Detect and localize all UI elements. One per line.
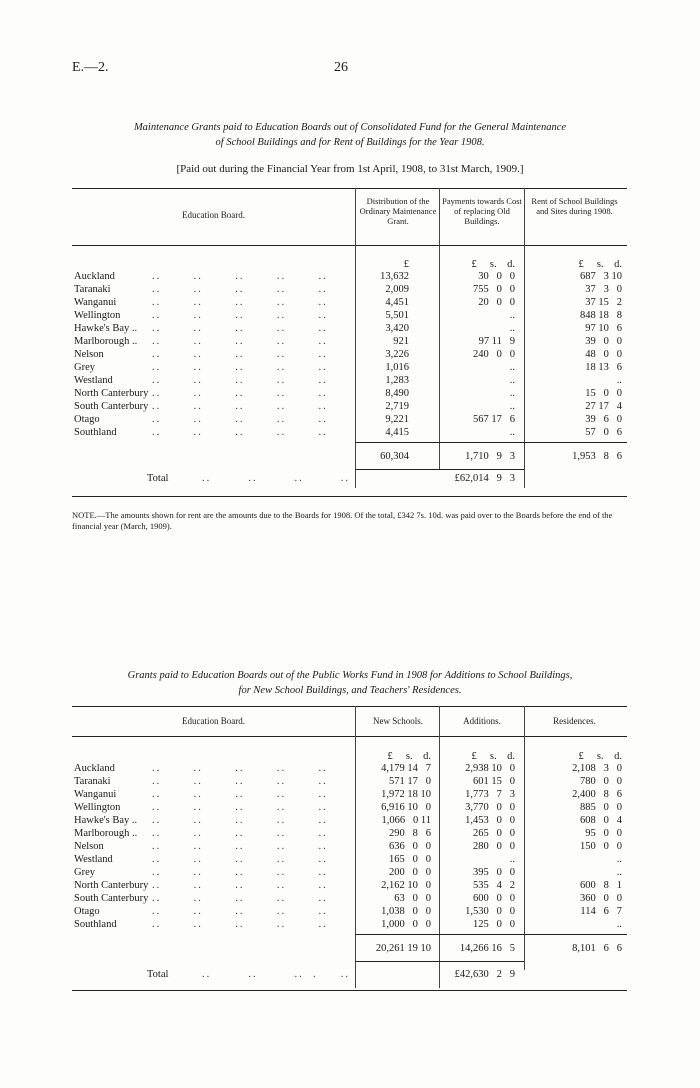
grant-cell: 3,420	[385, 323, 409, 334]
board-name: Auckland	[74, 271, 115, 282]
table2-title	[70, 668, 630, 698]
table1-col-payments: Payments towards Cost of replacing Old Buildings.	[442, 196, 522, 226]
dot-leader: .. .. .. .. ..	[152, 893, 328, 904]
new-schools-cell: 571 17 0	[389, 776, 431, 787]
table-row	[72, 426, 627, 439]
rent-cell: 57 0 6	[585, 427, 622, 438]
new-schools-cell: 1,066 0 11	[381, 815, 431, 826]
board-name: Nelson	[74, 349, 104, 360]
page-number: 26	[334, 60, 348, 75]
additions-cell: 265 0 0	[473, 828, 515, 839]
table1	[72, 188, 627, 508]
board-name: Otago	[74, 906, 100, 917]
table1-subtotal-payments: 1,710 9 3	[465, 451, 515, 462]
table2-col-new: New Schools.	[373, 716, 423, 726]
table-row	[72, 322, 627, 335]
residences-cell: 885 0 0	[580, 802, 622, 813]
payments-cell: ..	[509, 388, 515, 399]
dot-leader: .. .. .. .. ..	[152, 828, 328, 839]
dot-leader: .. .. .. .. ..	[152, 362, 328, 373]
dot-leader: .. .. .. .. ..	[152, 906, 328, 917]
dot-leader: .. .. .. .. ..	[152, 867, 328, 878]
grant-cell: 13,632	[380, 271, 409, 282]
board-name: Grey	[74, 362, 95, 373]
table-row	[72, 348, 627, 361]
table2-subtotal-additions: 14,266 16 5	[459, 943, 515, 954]
board-name: Southland	[74, 919, 117, 930]
payments-cell: 240 0 0	[473, 349, 515, 360]
additions-cell: 3,770 0 0	[465, 802, 515, 813]
additions-cell: 395 0 0	[473, 867, 515, 878]
table-row	[72, 309, 627, 322]
board-name: Westland	[74, 375, 113, 386]
payments-cell: ..	[509, 427, 515, 438]
grant-cell: 2,719	[385, 401, 409, 412]
payments-cell: 567 17 6	[473, 414, 515, 425]
board-name: Wanganui	[74, 297, 117, 308]
board-name: North Canterbury	[74, 880, 149, 891]
table1-col-board: Education Board.	[182, 210, 245, 220]
board-name: Taranaki	[74, 776, 111, 787]
table2-subtotal-row	[72, 942, 627, 955]
board-name: Wanganui	[74, 789, 117, 800]
dot-leader: .. .. .. .. ..	[152, 349, 328, 360]
board-name: Nelson	[74, 841, 104, 852]
additions-cell: 535 4 2	[473, 880, 515, 891]
table-row	[72, 853, 627, 866]
new-schools-cell: 6,916 10 0	[381, 802, 431, 813]
rent-cell: 37 3 0	[585, 284, 622, 295]
additions-cell: 280 0 0	[473, 841, 515, 852]
grant-cell: 921	[393, 336, 409, 347]
dot-leader: .. .. .. .. ..	[152, 336, 328, 347]
new-schools-cell: 1,038 0 0	[381, 906, 431, 917]
residences-cell: 150 0 0	[580, 841, 622, 852]
table-row	[72, 296, 627, 309]
additions-cell: 1,453 0 0	[465, 815, 515, 826]
dot-leader: .. .. .. .. ..	[152, 854, 328, 865]
new-schools-cell: 636 0 0	[389, 841, 431, 852]
table2-total-row	[72, 968, 627, 981]
table1-total-row	[72, 472, 627, 485]
dot-leader: .. .. .. .. ..	[152, 284, 328, 295]
dot-leader: .. .. .. .. ..	[152, 789, 328, 800]
additions-cell: 600 0 0	[473, 893, 515, 904]
new-schools-cell: 2,162 10 0	[381, 880, 431, 891]
residences-cell: 2,400 8 6	[572, 789, 622, 800]
grant-cell: 3,226	[385, 349, 409, 360]
table1-subtotal-grant: 60,304	[380, 451, 409, 462]
table-row	[72, 840, 627, 853]
table1-units-payments: £ s. d.	[471, 259, 515, 270]
additions-cell: 125 0 0	[473, 919, 515, 930]
grant-cell: 9,221	[385, 414, 409, 425]
board-name: Otago	[74, 414, 100, 425]
table1-total-value: £62,014 9 3	[454, 473, 515, 484]
table-row	[72, 361, 627, 374]
grant-cell: 1,283	[385, 375, 409, 386]
dot-leader: .. .. .. .. ..	[152, 841, 328, 852]
board-name: Marlborough ..	[74, 828, 138, 839]
rent-cell: 15 0 0	[585, 388, 622, 399]
dot-leader: .. .. .. .. ..	[152, 776, 328, 787]
table-row	[72, 918, 627, 931]
table-row	[72, 335, 627, 348]
rent-cell: 848 18 8	[580, 310, 622, 321]
residences-cell: 608 0 4	[580, 815, 622, 826]
table-row	[72, 801, 627, 814]
table-row	[72, 827, 627, 840]
dot-leader: .. .. .. .. ..	[152, 323, 328, 334]
rent-cell: 39 0 0	[585, 336, 622, 347]
table1-title-line2: of School Buildings and for Rent of Buildings for the Year 1908.	[215, 137, 485, 148]
board-name: Wellington	[74, 802, 121, 813]
table-row	[72, 270, 627, 283]
table1-subtitle: [Paid out during the Financial Year from 1st April, 1908, to 31st March, 1909.]	[176, 163, 524, 175]
residences-cell: ..	[616, 854, 622, 865]
table-row	[72, 879, 627, 892]
additions-cell: 2,938 10 0	[465, 763, 515, 774]
additions-cell: 1,773 7 3	[465, 789, 515, 800]
rent-cell: 97 10 6	[585, 323, 622, 334]
board-name: North Canterbury	[74, 388, 149, 399]
rent-cell: 687 3 10	[580, 271, 622, 282]
board-name: Southland	[74, 427, 117, 438]
dot-leader: .. .. .. .. ..	[152, 427, 328, 438]
payments-cell: 97 11 9	[478, 336, 515, 347]
rent-cell: 37 15 2	[585, 297, 622, 308]
table-row	[72, 283, 627, 296]
board-name: Auckland	[74, 763, 115, 774]
new-schools-cell: 1,972 18 10	[381, 789, 431, 800]
table2-col-residences: Residences.	[553, 716, 596, 726]
grant-cell: 5,501	[385, 310, 409, 321]
rent-cell: 27 17 4	[585, 401, 622, 412]
new-schools-cell: 63 0 0	[394, 893, 431, 904]
grant-cell: 8,490	[385, 388, 409, 399]
dot-leader: .. .. .. .. ..	[152, 880, 328, 891]
rent-cell: 18 13 6	[585, 362, 622, 373]
rent-cell: 48 0 0	[585, 349, 622, 360]
table-row	[72, 905, 627, 918]
table2-total-leader: .. .. .. . ..	[202, 969, 350, 980]
table-row	[72, 892, 627, 905]
table1-subtotal-rent: 1,953 8 6	[572, 451, 622, 462]
rent-cell: 39 6 0	[585, 414, 622, 425]
table2-total-value: £42,630 2 9	[454, 969, 515, 980]
board-name: Hawke's Bay ..	[74, 323, 138, 334]
board-name: Wellington	[74, 310, 121, 321]
payments-cell: 755 0 0	[473, 284, 515, 295]
table2-col-additions: Additions.	[463, 716, 501, 726]
payments-cell: ..	[509, 375, 515, 386]
dot-leader: .. .. .. .. ..	[152, 388, 328, 399]
table-row	[72, 814, 627, 827]
table2-col-board: Education Board.	[182, 716, 245, 726]
table2-subtotal-residences: 8,101 6 6	[572, 943, 622, 954]
dot-leader: .. .. .. .. ..	[152, 763, 328, 774]
board-name: South Canterbury	[74, 401, 149, 412]
payments-cell: ..	[509, 401, 515, 412]
table-row	[72, 374, 627, 387]
table1-total-leader: .. .. .. ..	[202, 473, 350, 484]
payments-cell: ..	[509, 323, 515, 334]
dot-leader: .. .. .. .. ..	[152, 271, 328, 282]
table1-title	[70, 120, 630, 150]
table-row	[72, 775, 627, 788]
table2-total-label: Total	[147, 969, 169, 980]
dot-leader: .. .. .. .. ..	[152, 802, 328, 813]
payments-cell: ..	[509, 310, 515, 321]
table-row	[72, 413, 627, 426]
page-header-code: E.—2.	[72, 60, 109, 75]
table1-subtotal-row	[72, 450, 627, 463]
table2	[72, 706, 627, 996]
new-schools-cell: 200 0 0	[389, 867, 431, 878]
table-row	[72, 387, 627, 400]
table-row	[72, 866, 627, 879]
additions-cell: 1,530 0 0	[465, 906, 515, 917]
residences-cell: ..	[616, 919, 622, 930]
new-schools-cell: 290 8 6	[389, 828, 431, 839]
dot-leader: .. .. .. .. ..	[152, 297, 328, 308]
table1-units-rent: £ s. d.	[578, 259, 622, 270]
payments-cell: ..	[509, 362, 515, 373]
new-schools-cell: 4,179 14 7	[381, 763, 431, 774]
table1-col-grant: Distribution of the Ordinary Maintenance Grant.	[359, 196, 437, 226]
table2-title-line2: for New School Buildings, and Teachers' Residences.	[238, 685, 462, 696]
grant-cell: 4,415	[385, 427, 409, 438]
table2-units-residences: £ s. d.	[578, 751, 622, 762]
residences-cell: 114 6 7	[580, 906, 622, 917]
dot-leader: .. .. .. .. ..	[152, 401, 328, 412]
table-row	[72, 762, 627, 775]
table1-note: NOTE.—The amounts shown for rent are the amounts due to the Boards for 1908. Of the total, £342 7s. 10d. was paid over to the Boards before the end of the financial year (March, 1909).	[72, 510, 613, 531]
table1-title-line1: Maintenance Grants paid to Education Boards out of Consolidated Fund for the General Maintenance	[133, 122, 567, 133]
payments-cell: 30 0 0	[478, 271, 515, 282]
table1-total-label: Total	[147, 473, 169, 484]
board-name: Hawke's Bay ..	[74, 815, 138, 826]
new-schools-cell: 165 0 0	[389, 854, 431, 865]
table-row	[72, 788, 627, 801]
additions-cell: 601 15 0	[473, 776, 515, 787]
board-name: Taranaki	[74, 284, 111, 295]
dot-leader: .. .. .. .. ..	[152, 815, 328, 826]
residences-cell: 600 8 1	[580, 880, 622, 891]
residences-cell: 360 0 0	[580, 893, 622, 904]
dot-leader: .. .. .. .. ..	[152, 414, 328, 425]
new-schools-cell: 1,000 0 0	[381, 919, 431, 930]
table1-units-grant: £	[403, 259, 409, 270]
grant-cell: 1,016	[385, 362, 409, 373]
residences-cell: 95 0 0	[585, 828, 622, 839]
board-name: Marlborough ..	[74, 336, 138, 347]
board-name: South Canterbury	[74, 893, 149, 904]
table2-units-additions: £ s. d.	[471, 751, 515, 762]
additions-cell: ..	[509, 854, 515, 865]
grant-cell: 4,451	[385, 297, 409, 308]
board-name: Westland	[74, 854, 113, 865]
table-row	[72, 400, 627, 413]
table2-title-line1: Grants paid to Education Boards out of the Public Works Fund in 1908 for Additions to School Buildings,	[127, 670, 573, 681]
grant-cell: 2,009	[385, 284, 409, 295]
payments-cell: 20 0 0	[478, 297, 515, 308]
rent-cell: ..	[616, 375, 622, 386]
residences-cell: 780 0 0	[580, 776, 622, 787]
residences-cell: 2,108 3 0	[572, 763, 622, 774]
table2-units-new: £ s. d.	[387, 751, 431, 762]
board-name: Grey	[74, 867, 95, 878]
residences-cell: ..	[616, 867, 622, 878]
table1-col-rent: Rent of School Buildings and Sites during 1908.	[531, 196, 618, 216]
dot-leader: .. .. .. .. ..	[152, 375, 328, 386]
dot-leader: .. .. .. .. ..	[152, 310, 328, 321]
dot-leader: .. .. .. .. ..	[152, 919, 328, 930]
table2-subtotal-new: 20,261 19 10	[375, 943, 431, 954]
